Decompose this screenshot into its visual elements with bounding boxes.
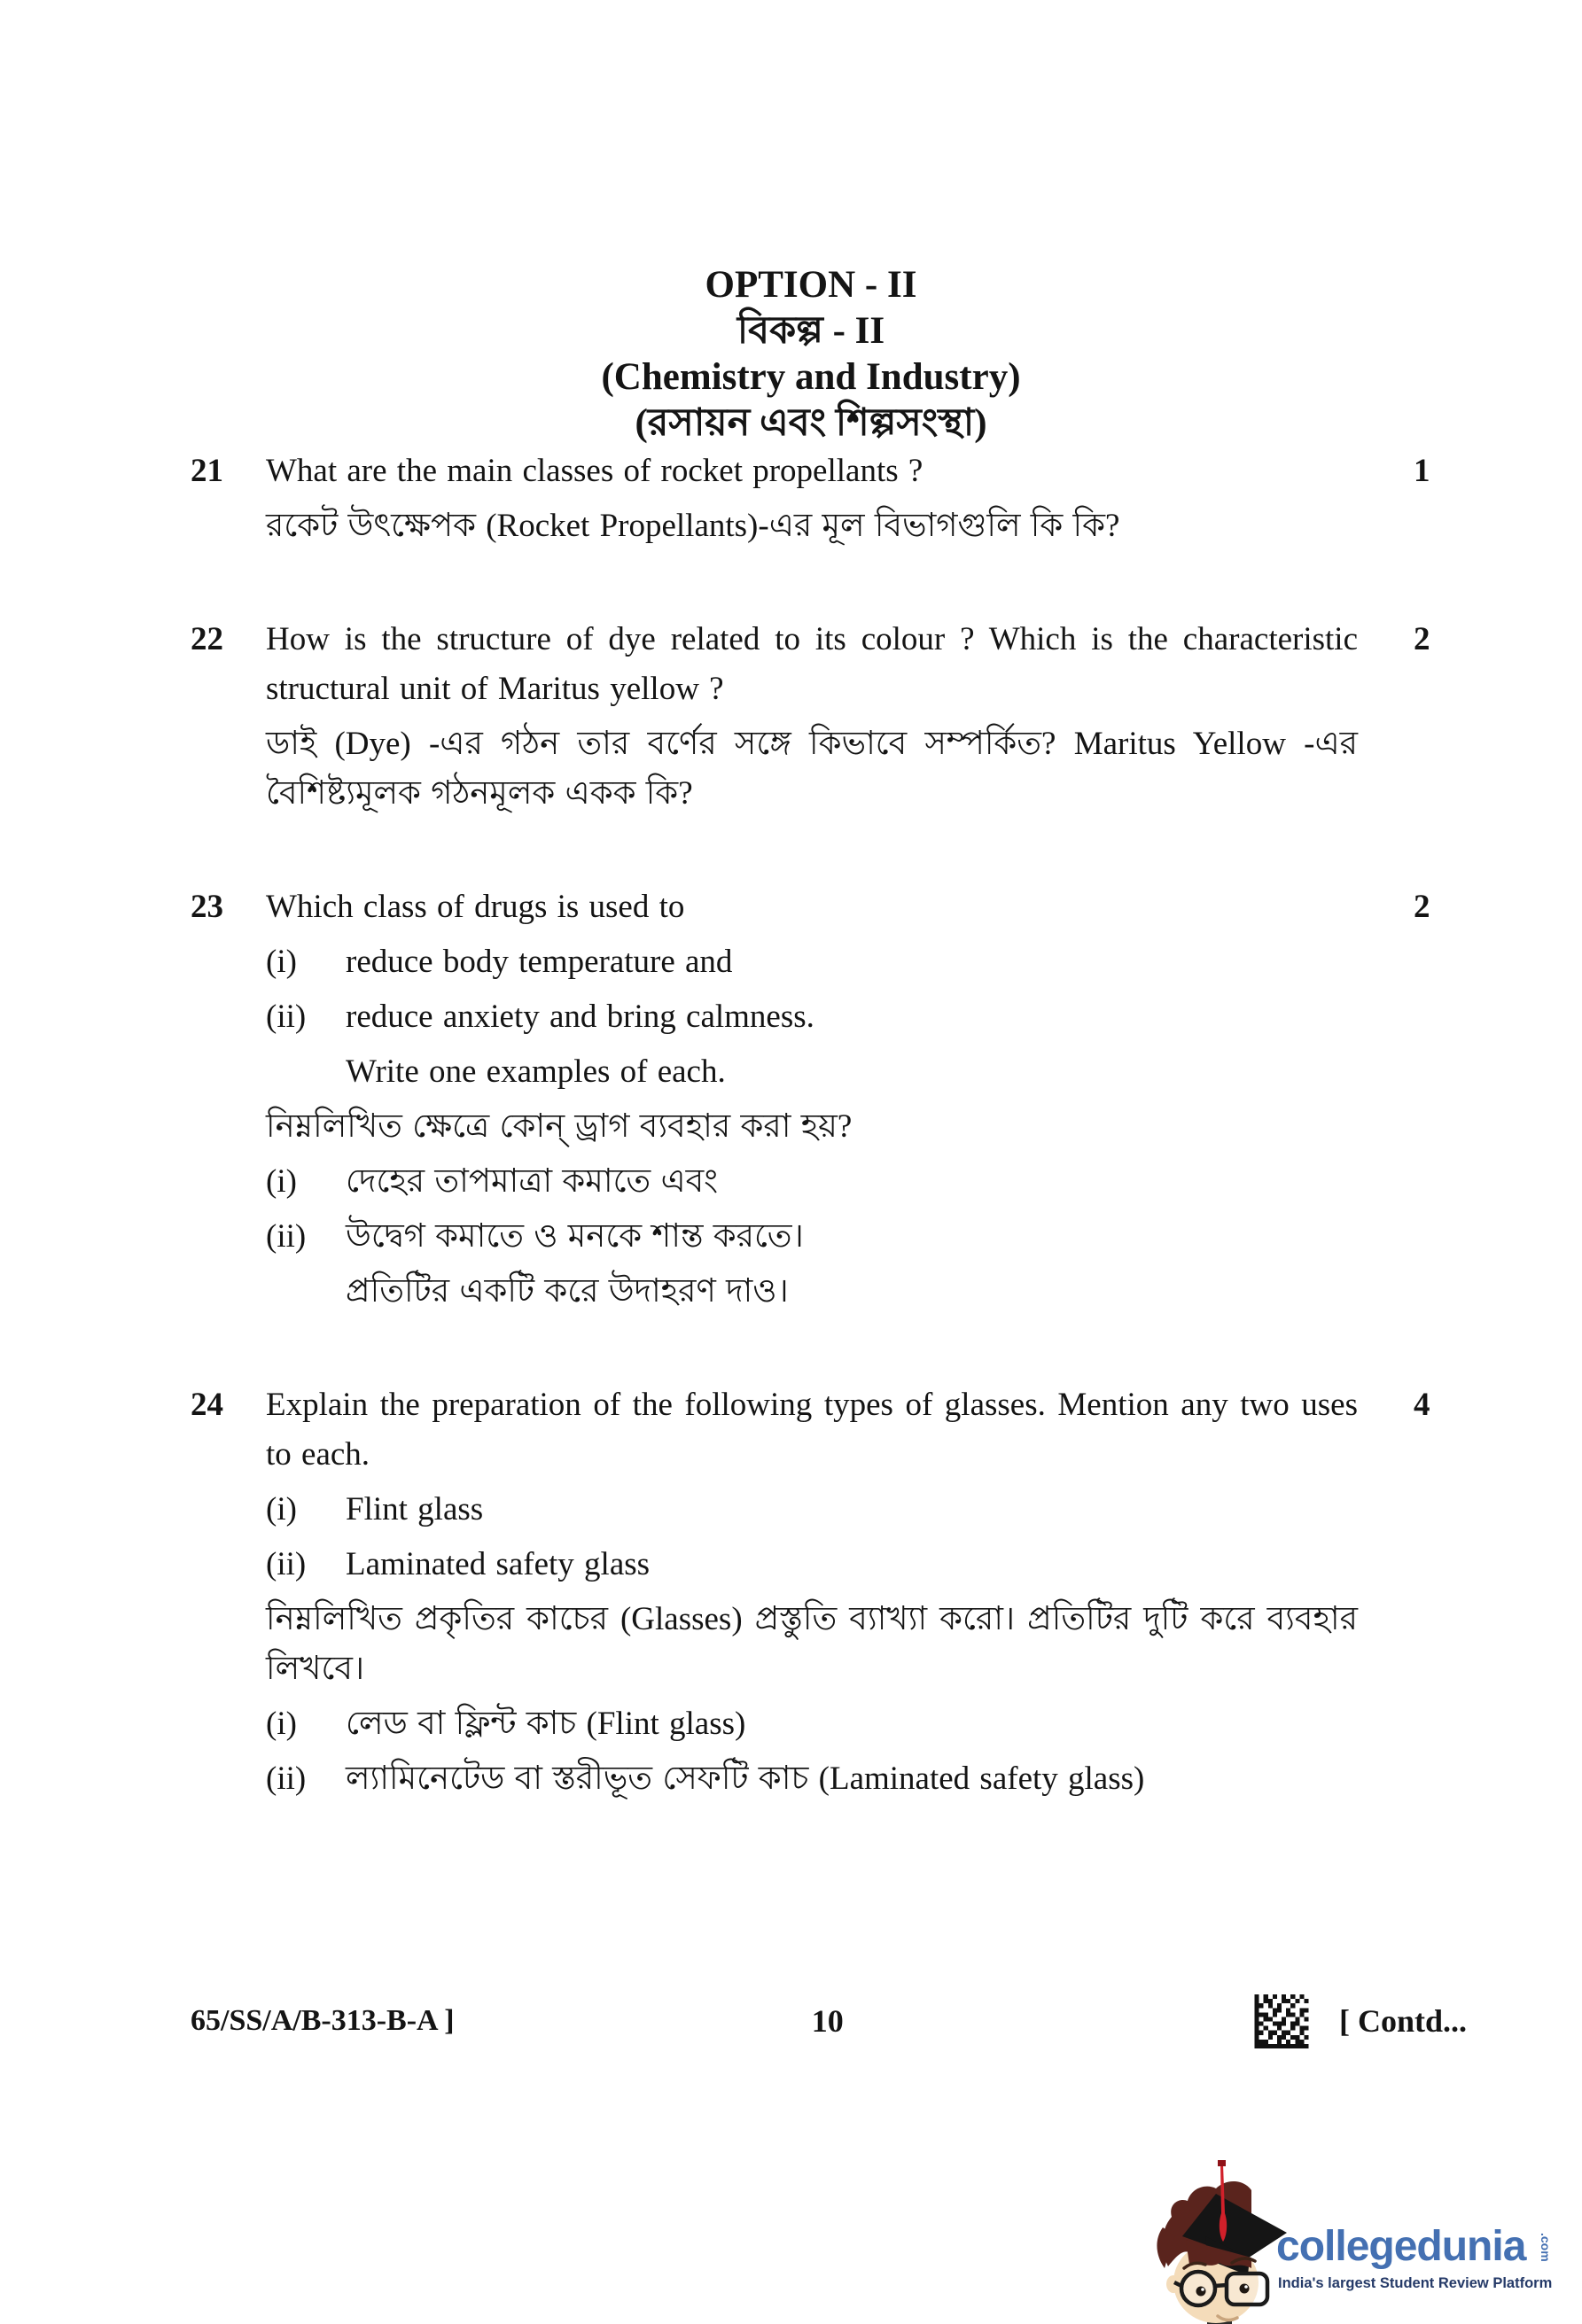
question-number: 21: [191, 453, 223, 489]
question-number: 24: [191, 1387, 223, 1423]
question-body: [266, 447, 1358, 556]
question-text-bengali: নিম্নলিখিত প্রকৃতির কাচের (Glasses) প্রস্তুতি ব্যাখ্যা করো। প্রতিটির দুটি করে ব্যবহার লিখবে।: [266, 1601, 1358, 1687]
datamatrix-barcode-icon: [1254, 1994, 1309, 2048]
question-text-english: Explain the preparation of the following types of glasses. Mention any two uses to each.: [266, 1387, 1358, 1473]
question-21: [191, 447, 1476, 556]
question-body: [266, 882, 1358, 1322]
sub-item-label: (i): [266, 1163, 297, 1200]
sub-item-i-bengali: [266, 1157, 1358, 1207]
question-text-english: What are the main classes of rocket propellants ?: [266, 453, 923, 489]
header: [266, 0, 1356, 447]
option-title-english: OPTION - II: [705, 264, 917, 306]
question-text-english: Write one examples of each.: [346, 1053, 726, 1090]
option-title-bengali: বিকল্প - II: [736, 310, 885, 352]
sub-item-text: উদ্বেগ কমাতে ও মনকে শান্ত করতে।: [346, 1218, 804, 1255]
question-23: [191, 882, 1476, 1322]
sub-item-ii-bengali: [266, 1754, 1358, 1804]
page-number: 10: [811, 2003, 844, 2039]
question-marks: 1: [1414, 453, 1430, 489]
sub-item-label: (i): [266, 944, 297, 980]
question-number: 23: [191, 889, 223, 925]
collegedunia-brand-text: collegedunia: [1276, 2223, 1526, 2270]
question-22: [191, 615, 1476, 824]
question-text-bengali: ডাই (Dye) -এর গঠন তার বর্ণের সঙ্গে কিভাবে সম্পর্কিত? Maritus Yellow -এর বৈশিষ্ট্যমূলক গঠনমূলক একক কি?: [266, 726, 1358, 812]
question-body: [266, 615, 1358, 824]
sub-item-label: (i): [266, 1706, 297, 1742]
sub-item-ii-english: [266, 992, 1358, 1042]
question-text-english: How is the structure of dye related to its colour ? Which is the characteristic structural unit of Maritus yellow ?: [266, 621, 1358, 707]
sub-item-text: ল্যামিনেটেড বা স্তরীভূত সেফটি কাচ (Laminated safety glass): [346, 1760, 1145, 1797]
question-list: [0, 447, 1582, 1809]
question-24: [191, 1380, 1476, 1809]
sub-item-label: (ii): [266, 999, 307, 1035]
sub-item-label: (i): [266, 1491, 297, 1527]
sub-item-i-bengali: [266, 1699, 1358, 1749]
sub-item-label: (ii): [266, 1546, 307, 1582]
sub-item-ii-bengali: [266, 1212, 1358, 1262]
sub-item-i-english: [266, 937, 1358, 987]
sub-item-text: reduce body temperature and: [346, 944, 733, 980]
question-number: 22: [191, 621, 223, 657]
question-marks: 2: [1414, 621, 1430, 657]
sub-item-text: Flint glass: [346, 1491, 484, 1527]
collegedunia-logo: [1152, 2151, 1576, 2324]
question-body: [266, 1380, 1358, 1809]
footer-right-group: [1254, 1990, 1467, 2052]
page-footer: [191, 1990, 1467, 2052]
question-marks: 2: [1414, 889, 1430, 925]
question-marks: 4: [1414, 1387, 1430, 1423]
sub-item-label: (ii): [266, 1218, 307, 1255]
collegedunia-tagline: India's largest Student Review Platform: [1278, 2275, 1553, 2291]
subject-title-bengali: (রসায়ন এবং শিল্পসংস্থা): [635, 402, 987, 444]
sub-item-text: লেড বা ফ্লিন্ট কাচ (Flint glass): [346, 1706, 746, 1742]
question-text-bengali: নিম্নলিখিত ক্ষেত্রে কোন্ ড্রাগ ব্যবহার করা হয়?: [266, 1108, 853, 1145]
contd-label: [ Contd...: [1338, 2003, 1467, 2039]
sub-item-ii-english: [266, 1540, 1358, 1589]
sub-item-text: Laminated safety glass: [346, 1546, 651, 1582]
question-text-bengali: রকেট উৎক্ষেপক (Rocket Propellants)-এর মূল বিভাগগুলি কি কি?: [266, 508, 1120, 544]
sub-item-text: দেহের তাপমাত্রা কমাতে এবং: [346, 1163, 719, 1200]
question-text-english: Which class of drugs is used to: [266, 889, 685, 925]
sub-item-label: (ii): [266, 1760, 307, 1797]
sub-item-text: reduce anxiety and bring calmness.: [346, 999, 814, 1035]
subject-title-english: (Chemistry and Industry): [601, 356, 1021, 398]
question-text-bengali: প্রতিটির একটি করে উদাহরণ দাও।: [346, 1273, 789, 1310]
collegedunia-tld-text: .com: [1539, 2233, 1553, 2262]
paper-code: 65/SS/A/B-313-B-A ]: [191, 2004, 455, 2037]
sub-item-i-english: [266, 1485, 1358, 1535]
